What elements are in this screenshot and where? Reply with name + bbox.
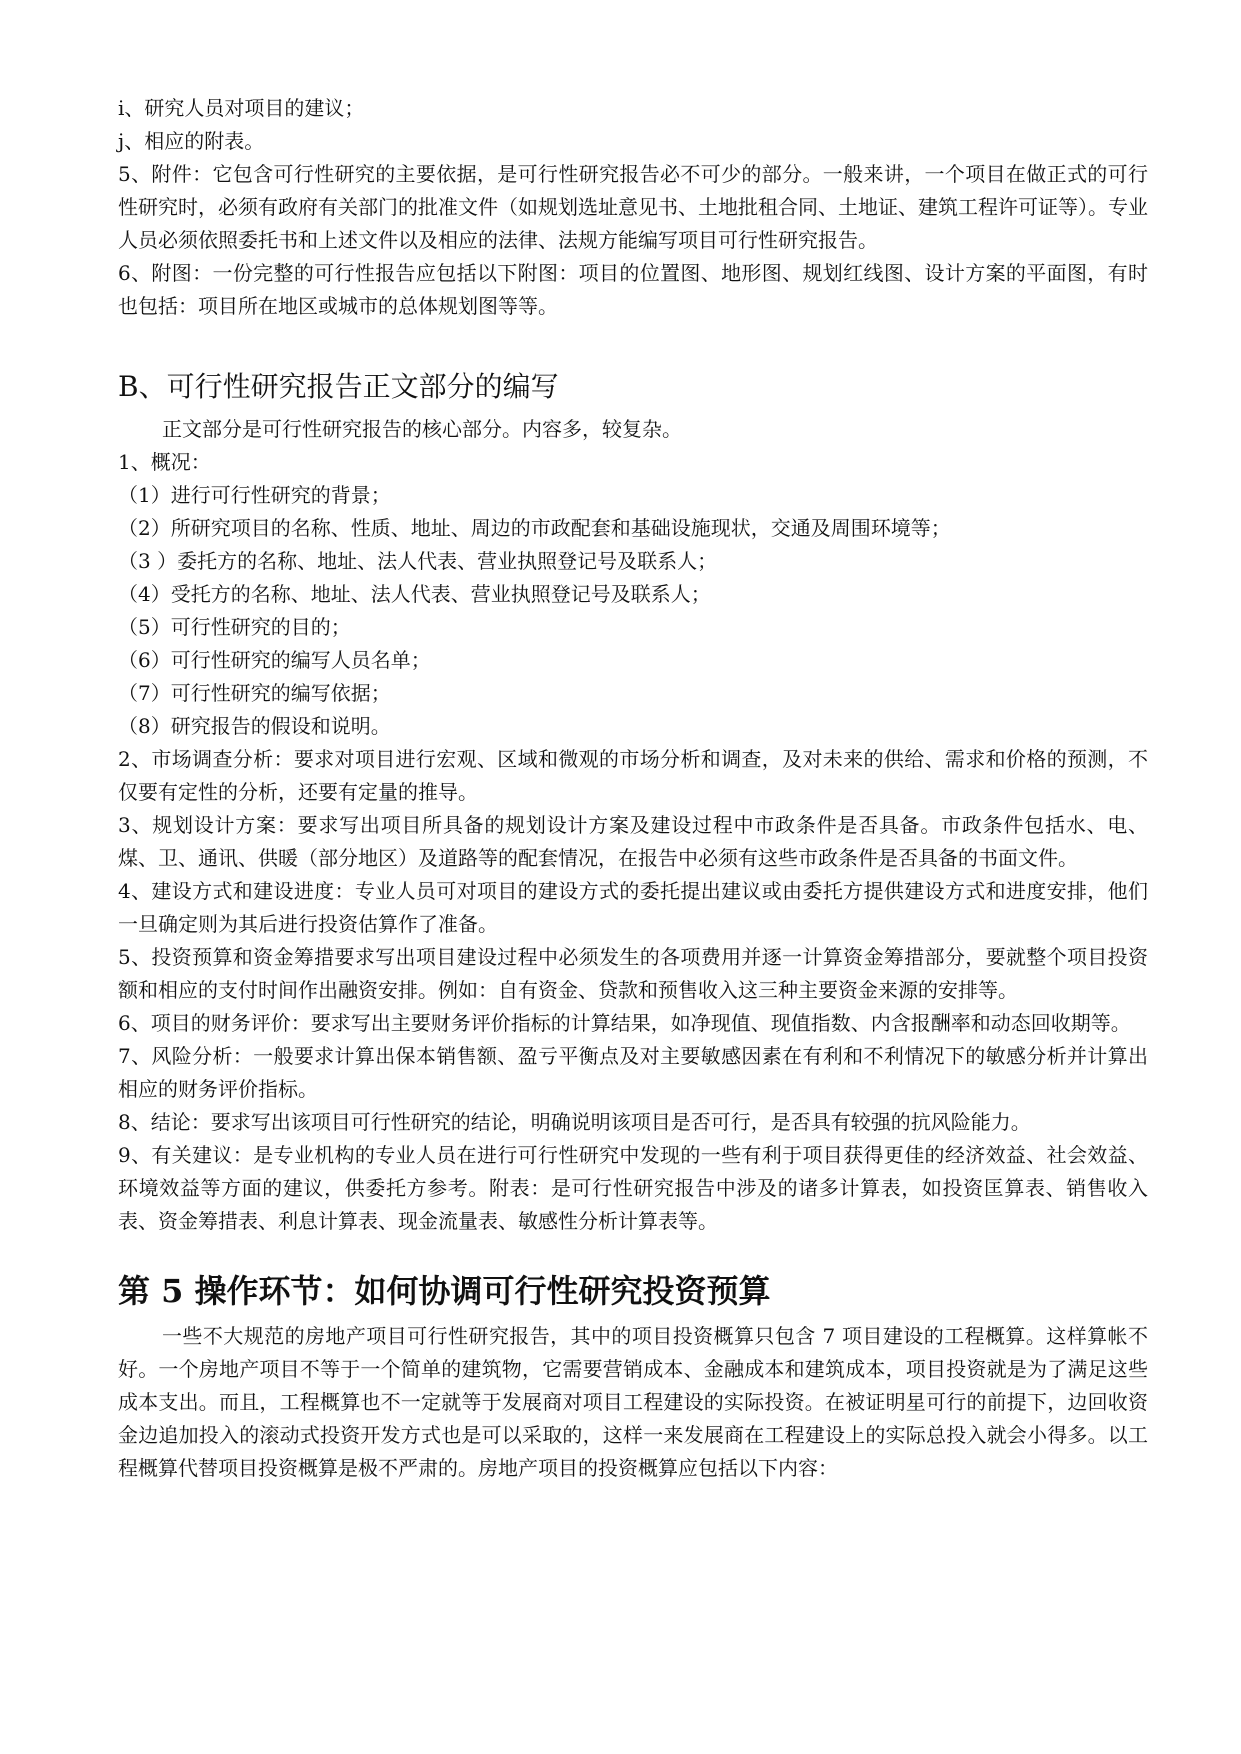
document-page	[118, 92, 1148, 1485]
section-b-item: 3、规划设计方案：要求写出项目所具备的规划设计方案及建设过程中市政条件是否具备。市政条件包括水、电、煤、卫、通讯、供暖（部分地区）及道路等的配套情况，在报告中必须有这些市政条件是否具备的书面文件。	[118, 813, 1148, 870]
section-b-intro: 正文部分是可行性研究报告的核心部分。内容多，较复杂。	[162, 417, 682, 441]
section-b-item: （6）可行性研究的编写人员名单；	[118, 648, 431, 672]
section-b-item: 9、有关建议：是专业机构的专业人员在进行可行性研究中发现的一些有利于项目获得更佳的经济效益、社会效益、环境效益等方面的建议，供委托方参考。附表：是可行性研究报告中涉及的诸多计算表，如投资匡算表、销售收入表、资金筹措表、利息计算表、现金流量表、敏感性分析计算表等。	[118, 1143, 1148, 1233]
section-5-heading: 第 5 操作环节：如何协调可行性研究投资预算	[118, 1272, 771, 1310]
section-b-item: （8）研究报告的假设和说明。	[118, 714, 391, 738]
section-b-item: 1、概况：	[118, 450, 211, 474]
section-5-paragraph: 一些不大规范的房地产项目可行性研究报告，其中的项目投资概算只包含 7 项目建设的工程概算。这样算帐不好。一个房地产项目不等于一个简单的建筑物，它需要营销成本、金融成本和建筑成本，项目投资就是为了满足这些成本支出。而且，工程概算也不一定就等于发展商对项目工程建设的实际投资。在被证明星可行的前提下，边回收资金边追加投入的滚动式投资开发方式也是可以采取的，这样一来发展商在工程建设上的实际总投入就会小得多。以工程概算代替项目投资概算是极不严肃的。房地产项目的投资概算应包括以下内容：	[118, 1324, 1148, 1480]
section-b-item: （1）进行可行性研究的背景；	[118, 483, 391, 507]
section-b-item: 4、建设方式和建设进度：专业人员可对项目的建设方式的委托提出建议或由委托方提供建设方式和进度安排，他们一旦确定则为其后进行投资估算作了准备。	[118, 879, 1148, 936]
section-b-item: 7、风险分析：一般要求计算出保本销售额、盈亏平衡点及对主要敏感因素在有利和不利情况下的敏感分析并计算出相应的财务评价指标。	[118, 1044, 1148, 1101]
section-b-item: 2、市场调查分析：要求对项目进行宏观、区域和微观的市场分析和调查，及对未来的供给、需求和价格的预测，不仅要有定性的分析，还要有定量的推导。	[118, 747, 1148, 804]
section-b-item: （3 ）委托方的名称、地址、法人代表、营业执照登记号及联系人；	[118, 549, 718, 573]
section-b-item: （4）受托方的名称、地址、法人代表、营业执照登记号及联系人；	[118, 582, 711, 606]
section-b-item: （2）所研究项目的名称、性质、地址、周边的市政配套和基础设施现状，交通及周围环境等；	[118, 516, 951, 540]
attachments-paragraph: 5、附件：它包含可行性研究的主要依据，是可行性研究报告必不可少的部分。一般来讲，一个项目在做正式的可行性研究时，必须有政府有关部门的批准文件（如规划选址意见书、土地批租合同、土地证、建筑工程许可证等）。专业人员必须依照委托书和上述文件以及相应的法律、法规方能编写项目可行性研究报告。	[118, 162, 1148, 252]
section-b-item: 5、投资预算和资金筹措要求写出项目建设过程中必须发生的各项费用并逐一计算资金筹措部分，要就整个项目投资额和相应的支付时间作出融资安排。例如：自有资金、贷款和预售收入这三种主要资金来源的安排等。	[118, 945, 1148, 1002]
intro-item: j、相应的附表。	[118, 129, 265, 153]
section-b-item: 8、结论：要求写出该项目可行性研究的结论，明确说明该项目是否可行，是否具有较强的抗风险能力。	[118, 1110, 1031, 1134]
section-b-item: （7）可行性研究的编写依据；	[118, 681, 391, 705]
intro-item: i、研究人员对项目的建议；	[118, 96, 365, 120]
section-b-item: 6、项目的财务评价：要求写出主要财务评价指标的计算结果，如净现值、现值指数、内含报酬率和动态回收期等。	[118, 1011, 1131, 1035]
section-b-item: （5）可行性研究的目的；	[118, 615, 351, 639]
section-b-heading: B、可行性研究报告正文部分的编写	[118, 370, 559, 403]
figures-paragraph: 6、附图：一份完整的可行性报告应包括以下附图：项目的位置图、地形图、规划红线图、设计方案的平面图，有时也包括：项目所在地区或城市的总体规划图等等。	[118, 261, 1148, 318]
